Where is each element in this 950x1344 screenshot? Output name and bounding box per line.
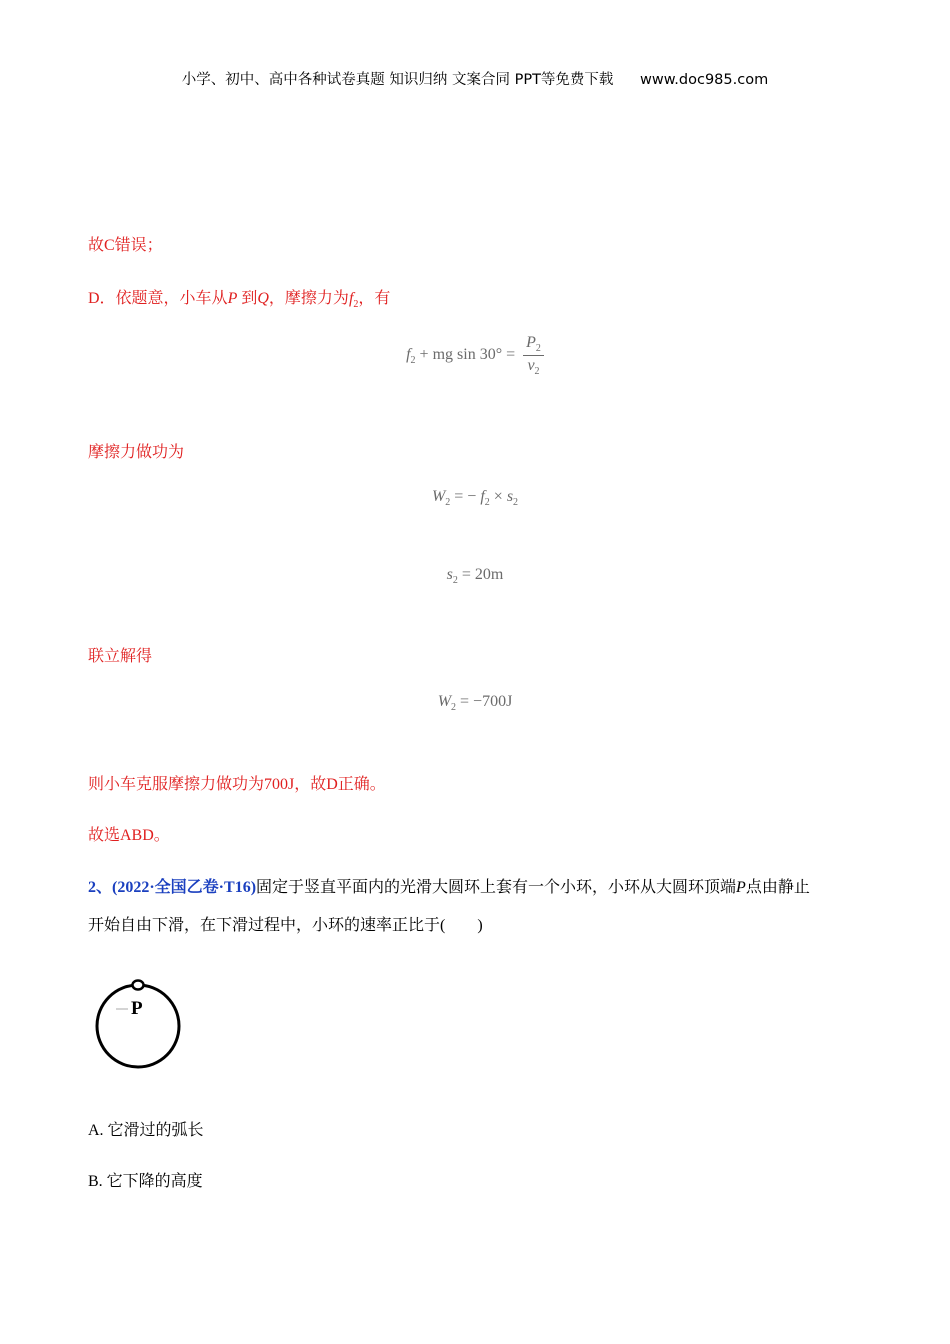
friction-work-label: 摩擦力做功为 xyxy=(88,444,185,461)
question-2-number: 2、 xyxy=(88,879,113,896)
eq1-f: f xyxy=(406,346,411,364)
eq2-f-sub: 2 xyxy=(484,497,490,508)
eq2-mid: = − xyxy=(450,488,481,505)
eq1-fraction xyxy=(523,334,544,377)
option-a: A. 它滑过的弧长 xyxy=(88,1122,204,1139)
question-2-point-p: P xyxy=(736,879,746,896)
d-to: 到 xyxy=(241,290,258,307)
ring-figure xyxy=(88,966,192,1076)
eq1-den: v xyxy=(527,357,535,374)
eq3-rest: = 20m xyxy=(457,566,504,583)
eq4-rest: = −700J xyxy=(456,693,513,710)
d-point-p: P xyxy=(227,290,238,307)
question-2-line-1 xyxy=(88,874,810,897)
eq1-mid: + mg sin 30° = xyxy=(415,346,520,364)
d-mid: ，摩擦力为 xyxy=(268,290,349,307)
eq2-times: × xyxy=(489,488,507,505)
eq3-s-sub: 2 xyxy=(452,575,458,586)
d-conclusion: 则小车克服摩擦力做功为700J，故D正确。 xyxy=(88,776,386,793)
d-intro xyxy=(88,285,390,310)
question-2-text-a: 固定于竖直平面内的光滑大圆环上套有一个小环，小环从大圆环顶端 xyxy=(256,879,737,896)
d-f: f xyxy=(348,290,354,307)
solve-label: 联立解得 xyxy=(88,648,153,665)
option-b: B. 它下降的高度 xyxy=(88,1173,203,1190)
header-text: 小学、初中、高中各种试卷真题 知识归纳 文案合同 PPT等免费下载 xyxy=(181,72,614,88)
equation-4 xyxy=(0,693,950,713)
eq4-w-sub: 2 xyxy=(451,702,457,713)
d-end: ，有 xyxy=(358,290,391,307)
header-site-link[interactable]: www.doc985.com xyxy=(640,72,769,88)
figure-label-p: P xyxy=(131,998,143,1019)
question-2-line-2: 开始自由下滑，在下滑过程中，小环的速率正比于( ) xyxy=(88,917,483,934)
c-conclusion: 故C错误； xyxy=(88,237,163,254)
ring-diagram xyxy=(88,966,192,1076)
eq1-den-sub: 2 xyxy=(534,366,540,377)
equation-2 xyxy=(0,488,950,508)
eq2-s-sub: 2 xyxy=(513,497,519,508)
eq2-w-sub: 2 xyxy=(445,497,451,508)
eq4-w: W xyxy=(437,693,452,710)
d-f-sub: 2 xyxy=(353,299,359,311)
page-header xyxy=(0,68,950,89)
eq1-f-sub: 2 xyxy=(410,355,416,367)
eq1-num-sub: 2 xyxy=(535,343,541,354)
question-2-source: (2022·全国乙卷·T16) xyxy=(112,879,257,896)
eq2-s: s xyxy=(506,488,514,505)
equation-3 xyxy=(0,566,950,586)
equation-1 xyxy=(0,334,950,377)
eq2-f: f xyxy=(480,488,485,505)
question-2-text-b: 点由静止 xyxy=(745,879,810,896)
d-point-q: Q xyxy=(257,290,269,307)
eq1-num: P xyxy=(526,334,536,351)
final-answer: 故选ABD。 xyxy=(88,827,170,844)
eq3-s: s xyxy=(446,566,453,583)
d-intro-prefix: D．依题意，小车从 xyxy=(88,290,228,307)
small-ring xyxy=(133,981,144,990)
eq2-w: W xyxy=(431,488,446,505)
